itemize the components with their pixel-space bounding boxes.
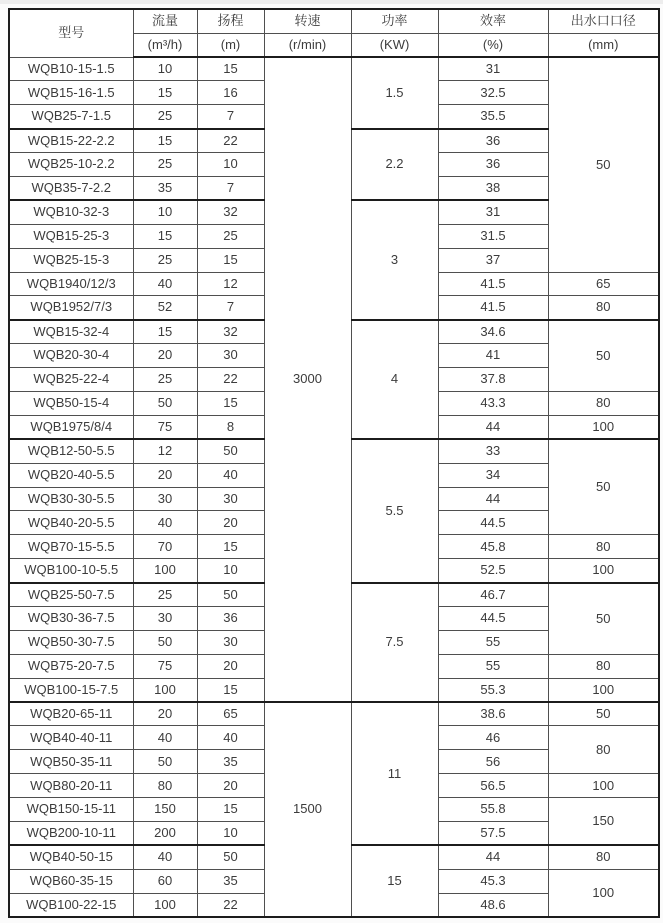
header-efficiency: 效率 xyxy=(438,9,548,33)
cell-outlet: 80 xyxy=(548,654,659,678)
cell-efficiency: 48.6 xyxy=(438,893,548,917)
cell-head: 10 xyxy=(197,153,264,177)
cell-head: 20 xyxy=(197,774,264,798)
cell-efficiency: 46.7 xyxy=(438,583,548,607)
cell-efficiency: 36 xyxy=(438,129,548,153)
table-header xyxy=(9,9,659,57)
cell-model: WQB100-10-5.5 xyxy=(9,559,133,583)
cell-model: WQB50-35-11 xyxy=(9,750,133,774)
cell-head: 15 xyxy=(197,798,264,822)
header-model: 型号 xyxy=(9,9,133,57)
cell-head: 10 xyxy=(197,559,264,583)
header-speed: 转速 xyxy=(264,9,351,33)
header-power: 功率 xyxy=(351,9,438,33)
cell-efficiency: 55 xyxy=(438,654,548,678)
cell-head: 50 xyxy=(197,583,264,607)
cell-head: 16 xyxy=(197,81,264,105)
cell-outlet: 80 xyxy=(548,726,659,774)
header-head: 扬程 xyxy=(197,9,264,33)
header-unit-outlet: (mm) xyxy=(548,33,659,57)
cell-power: 3 xyxy=(351,200,438,319)
cell-model: WQB1952/7/3 xyxy=(9,296,133,320)
cell-efficiency: 41.5 xyxy=(438,272,548,296)
cell-outlet: 80 xyxy=(548,296,659,320)
cell-power: 11 xyxy=(351,702,438,845)
cell-efficiency: 41 xyxy=(438,344,548,368)
cell-model: WQB80-20-11 xyxy=(9,774,133,798)
cell-efficiency: 56.5 xyxy=(438,774,548,798)
cell-flow: 80 xyxy=(133,774,197,798)
cell-outlet: 50 xyxy=(548,57,659,272)
cell-flow: 35 xyxy=(133,176,197,200)
cell-power: 4 xyxy=(351,320,438,439)
cell-outlet: 100 xyxy=(548,415,659,439)
cell-flow: 40 xyxy=(133,511,197,535)
cell-model: WQB150-15-11 xyxy=(9,798,133,822)
cell-head: 22 xyxy=(197,129,264,153)
cell-flow: 30 xyxy=(133,487,197,511)
cell-head: 10 xyxy=(197,822,264,846)
cell-flow: 50 xyxy=(133,391,197,415)
cell-model: WQB10-32-3 xyxy=(9,200,133,224)
cell-head: 50 xyxy=(197,439,264,463)
cell-efficiency: 52.5 xyxy=(438,559,548,583)
cell-efficiency: 57.5 xyxy=(438,822,548,846)
header-unit-power: (KW) xyxy=(351,33,438,57)
cell-efficiency: 33 xyxy=(438,439,548,463)
header-unit-flow: (m³/h) xyxy=(133,33,197,57)
cell-model: WQB30-30-5.5 xyxy=(9,487,133,511)
cell-flow: 30 xyxy=(133,606,197,630)
cell-flow: 20 xyxy=(133,463,197,487)
header-unit-head: (m) xyxy=(197,33,264,57)
cell-flow: 10 xyxy=(133,57,197,81)
cell-flow: 25 xyxy=(133,368,197,392)
cell-outlet: 100 xyxy=(548,559,659,583)
cell-head: 22 xyxy=(197,368,264,392)
header-unit-speed: (r/min) xyxy=(264,33,351,57)
cell-flow: 100 xyxy=(133,893,197,917)
cell-model: WQB20-65-11 xyxy=(9,702,133,726)
cell-speed: 1500 xyxy=(264,702,351,917)
cell-head: 15 xyxy=(197,248,264,272)
cell-model: WQB35-7-2.2 xyxy=(9,176,133,200)
cell-head: 15 xyxy=(197,678,264,702)
cell-model: WQB40-20-5.5 xyxy=(9,511,133,535)
cell-efficiency: 55.8 xyxy=(438,798,548,822)
cell-model: WQB25-50-7.5 xyxy=(9,583,133,607)
cell-flow: 15 xyxy=(133,129,197,153)
cell-efficiency: 46 xyxy=(438,726,548,750)
table-row xyxy=(9,702,659,726)
cell-efficiency: 38 xyxy=(438,176,548,200)
cell-flow: 70 xyxy=(133,535,197,559)
cell-head: 36 xyxy=(197,606,264,630)
cell-model: WQB15-32-4 xyxy=(9,320,133,344)
cell-outlet: 150 xyxy=(548,798,659,846)
cell-speed: 3000 xyxy=(264,57,351,702)
cell-flow: 50 xyxy=(133,630,197,654)
cell-efficiency: 31 xyxy=(438,57,548,81)
cell-model: WQB50-30-7.5 xyxy=(9,630,133,654)
cell-outlet: 80 xyxy=(548,845,659,869)
cell-outlet: 50 xyxy=(548,439,659,535)
cell-efficiency: 34.6 xyxy=(438,320,548,344)
cell-flow: 25 xyxy=(133,248,197,272)
cell-efficiency: 38.6 xyxy=(438,702,548,726)
cell-power: 7.5 xyxy=(351,583,438,702)
table-row xyxy=(9,57,659,81)
cell-flow: 12 xyxy=(133,439,197,463)
cell-head: 7 xyxy=(197,176,264,200)
cell-flow: 150 xyxy=(133,798,197,822)
cell-efficiency: 55 xyxy=(438,630,548,654)
cell-flow: 15 xyxy=(133,81,197,105)
cell-flow: 100 xyxy=(133,678,197,702)
cell-model: WQB50-15-4 xyxy=(9,391,133,415)
cell-flow: 40 xyxy=(133,726,197,750)
cell-model: WQB200-10-11 xyxy=(9,822,133,846)
cell-head: 65 xyxy=(197,702,264,726)
cell-power: 1.5 xyxy=(351,57,438,129)
cell-efficiency: 37.8 xyxy=(438,368,548,392)
cell-head: 30 xyxy=(197,630,264,654)
cell-head: 30 xyxy=(197,487,264,511)
cell-head: 32 xyxy=(197,320,264,344)
cell-power: 15 xyxy=(351,845,438,917)
cell-flow: 60 xyxy=(133,869,197,893)
cell-head: 25 xyxy=(197,224,264,248)
cell-model: WQB20-30-4 xyxy=(9,344,133,368)
cell-flow: 50 xyxy=(133,750,197,774)
cell-model: WQB15-22-2.2 xyxy=(9,129,133,153)
cell-model: WQB100-15-7.5 xyxy=(9,678,133,702)
cell-model: WQB1940/12/3 xyxy=(9,272,133,296)
cell-efficiency: 44 xyxy=(438,415,548,439)
cell-flow: 52 xyxy=(133,296,197,320)
cell-outlet: 100 xyxy=(548,774,659,798)
cell-model: WQB25-15-3 xyxy=(9,248,133,272)
cell-model: WQB30-36-7.5 xyxy=(9,606,133,630)
cell-model: WQB20-40-5.5 xyxy=(9,463,133,487)
cell-efficiency: 44.5 xyxy=(438,511,548,535)
cell-flow: 75 xyxy=(133,415,197,439)
cell-flow: 20 xyxy=(133,702,197,726)
cell-efficiency: 44 xyxy=(438,487,548,511)
cell-outlet: 65 xyxy=(548,272,659,296)
cell-efficiency: 44.5 xyxy=(438,606,548,630)
cell-head: 30 xyxy=(197,344,264,368)
cell-efficiency: 37 xyxy=(438,248,548,272)
cell-head: 35 xyxy=(197,869,264,893)
cell-flow: 100 xyxy=(133,559,197,583)
cell-flow: 75 xyxy=(133,654,197,678)
cell-efficiency: 36 xyxy=(438,153,548,177)
header-row-labels xyxy=(9,9,659,33)
cell-efficiency: 31 xyxy=(438,200,548,224)
cell-head: 40 xyxy=(197,463,264,487)
cell-head: 7 xyxy=(197,105,264,129)
cell-head: 15 xyxy=(197,535,264,559)
cell-flow: 15 xyxy=(133,224,197,248)
cell-power: 2.2 xyxy=(351,129,438,201)
cell-head: 15 xyxy=(197,391,264,415)
cell-flow: 15 xyxy=(133,320,197,344)
cell-efficiency: 45.3 xyxy=(438,869,548,893)
cell-model: WQB25-10-2.2 xyxy=(9,153,133,177)
cell-efficiency: 56 xyxy=(438,750,548,774)
pump-spec-table xyxy=(8,8,660,918)
header-outlet: 出水口口径 xyxy=(548,9,659,33)
cell-flow: 20 xyxy=(133,344,197,368)
cell-flow: 25 xyxy=(133,105,197,129)
cell-head: 40 xyxy=(197,726,264,750)
cell-flow: 200 xyxy=(133,822,197,846)
header-flow: 流量 xyxy=(133,9,197,33)
cell-model: WQB12-50-5.5 xyxy=(9,439,133,463)
cell-head: 8 xyxy=(197,415,264,439)
cell-model: WQB15-16-1.5 xyxy=(9,81,133,105)
cell-model: WQB100-22-15 xyxy=(9,893,133,917)
cell-flow: 40 xyxy=(133,272,197,296)
cell-efficiency: 55.3 xyxy=(438,678,548,702)
cell-flow: 25 xyxy=(133,153,197,177)
cell-model: WQB60-35-15 xyxy=(9,869,133,893)
cell-head: 32 xyxy=(197,200,264,224)
cell-efficiency: 44 xyxy=(438,845,548,869)
cell-efficiency: 43.3 xyxy=(438,391,548,415)
cell-head: 12 xyxy=(197,272,264,296)
cell-flow: 40 xyxy=(133,845,197,869)
cell-head: 22 xyxy=(197,893,264,917)
cell-efficiency: 41.5 xyxy=(438,296,548,320)
cell-efficiency: 32.5 xyxy=(438,81,548,105)
cell-outlet: 80 xyxy=(548,391,659,415)
cell-head: 20 xyxy=(197,654,264,678)
top-strip-divider xyxy=(0,0,663,4)
cell-head: 20 xyxy=(197,511,264,535)
cell-model: WQB25-22-4 xyxy=(9,368,133,392)
cell-flow: 25 xyxy=(133,583,197,607)
cell-outlet: 80 xyxy=(548,535,659,559)
cell-head: 7 xyxy=(197,296,264,320)
cell-outlet: 50 xyxy=(548,583,659,655)
cell-outlet: 100 xyxy=(548,869,659,917)
cell-model: WQB70-15-5.5 xyxy=(9,535,133,559)
table-body xyxy=(9,57,659,917)
cell-model: WQB10-15-1.5 xyxy=(9,57,133,81)
cell-model: WQB75-20-7.5 xyxy=(9,654,133,678)
header-unit-efficiency: (%) xyxy=(438,33,548,57)
cell-model: WQB25-7-1.5 xyxy=(9,105,133,129)
cell-efficiency: 34 xyxy=(438,463,548,487)
cell-model: WQB40-40-11 xyxy=(9,726,133,750)
cell-flow: 10 xyxy=(133,200,197,224)
cell-model: WQB1975/8/4 xyxy=(9,415,133,439)
cell-efficiency: 35.5 xyxy=(438,105,548,129)
cell-head: 15 xyxy=(197,57,264,81)
cell-model: WQB15-25-3 xyxy=(9,224,133,248)
cell-head: 50 xyxy=(197,845,264,869)
cell-power: 5.5 xyxy=(351,439,438,582)
cell-head: 35 xyxy=(197,750,264,774)
cell-efficiency: 31.5 xyxy=(438,224,548,248)
cell-outlet: 50 xyxy=(548,320,659,392)
cell-efficiency: 45.8 xyxy=(438,535,548,559)
cell-outlet: 50 xyxy=(548,702,659,726)
cell-model: WQB40-50-15 xyxy=(9,845,133,869)
cell-outlet: 100 xyxy=(548,678,659,702)
